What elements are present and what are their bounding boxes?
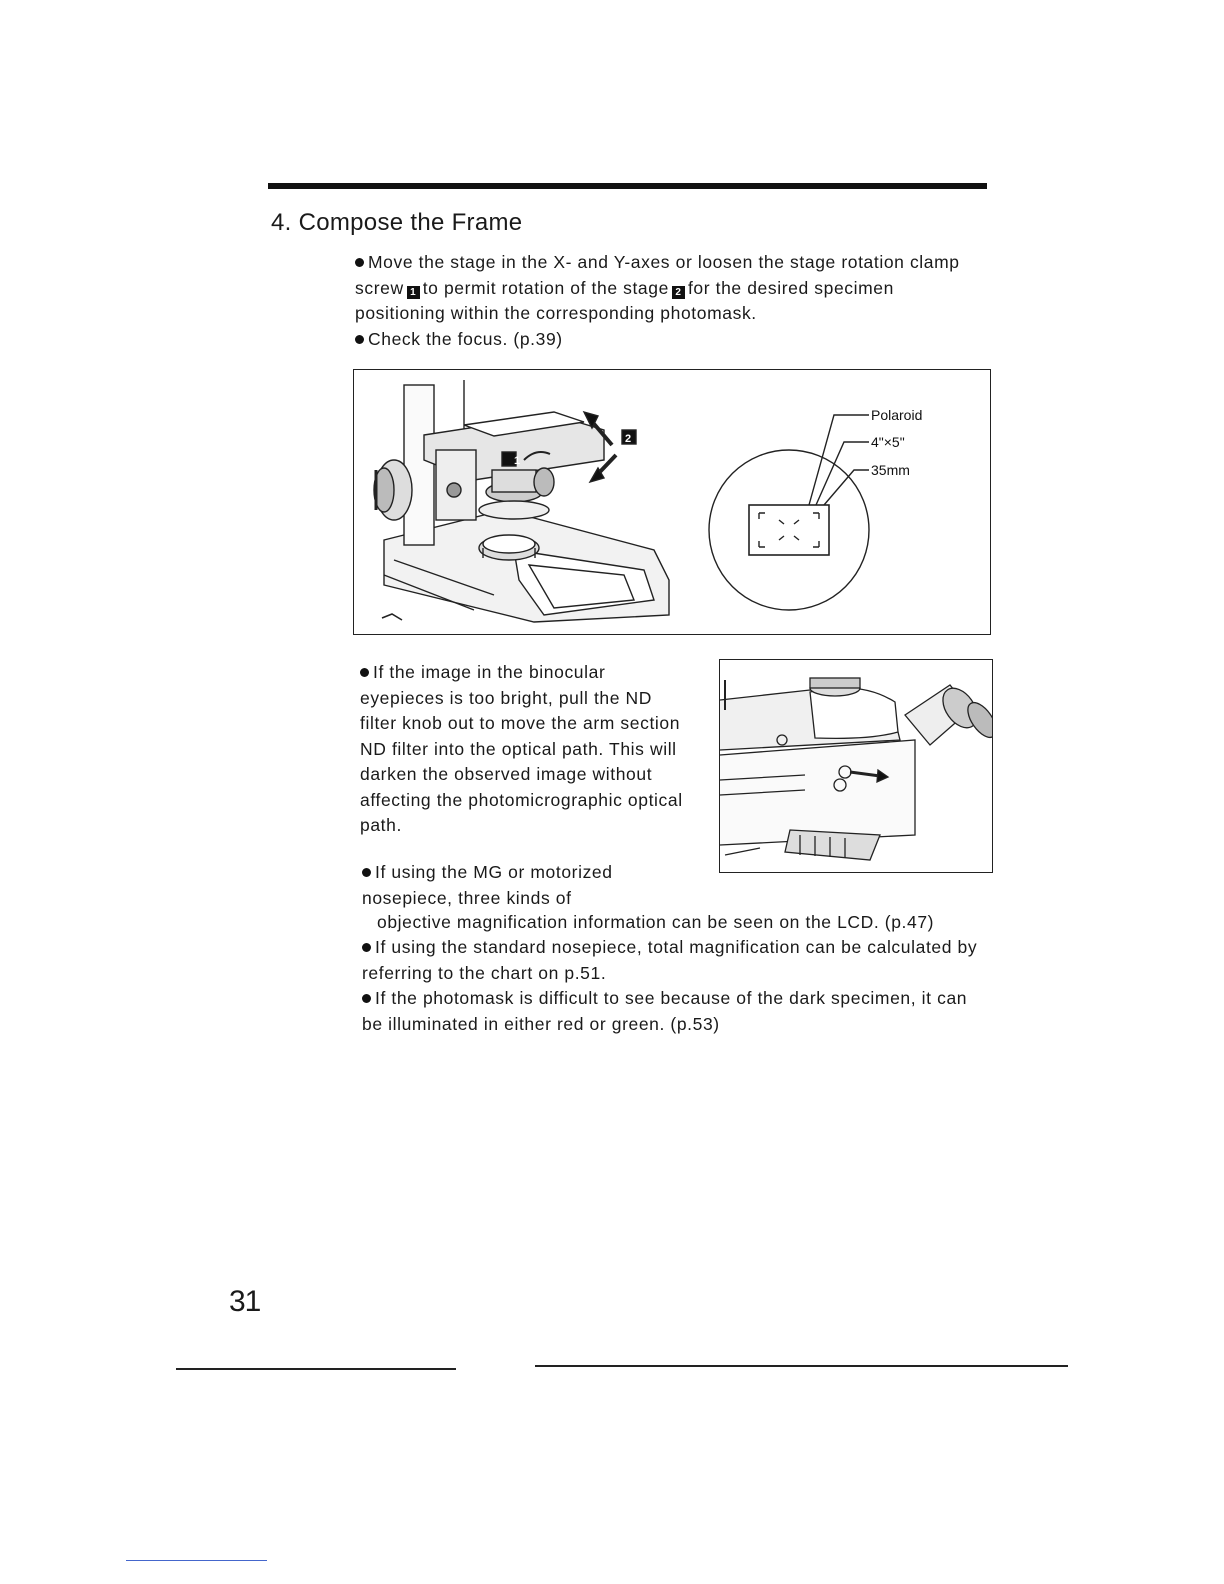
bullet-icon	[355, 335, 364, 344]
marker-1-icon: 1	[407, 286, 420, 299]
bullet-icon	[360, 668, 369, 677]
callout-4x5: 4"×5"	[871, 434, 905, 450]
top-rule	[268, 183, 987, 189]
page-number: 31	[229, 1285, 261, 1318]
lower-bullet-3: If using the standard nosepiece, total magnification can be calculated by referring to the chart on p.51.	[362, 937, 978, 983]
nd-filter-illustration	[720, 660, 992, 872]
bullet-icon	[362, 943, 371, 952]
figure-stage-photomask	[353, 369, 991, 635]
bullet-icon	[362, 868, 371, 877]
bottom-rule-left	[176, 1368, 456, 1370]
callout-35mm: 35mm	[871, 462, 910, 478]
bottom-rule-right	[535, 1365, 1068, 1367]
bullet-icon	[362, 994, 371, 1003]
corner-line	[126, 1560, 267, 1561]
fig1-marker-2: 2	[625, 433, 632, 445]
fig1-marker-1: 1	[514, 455, 521, 467]
lower-bullet-4: If the photomask is difficult to see because of the dark specimen, it can be illuminated in either red or green. (p.53)	[362, 988, 968, 1034]
intro-bullet-1: Move the stage in the X- and Y-axes or loosen the stage rotation clamp screw 1 to permit rotation of the stage 2 for the desired specimen positioning within the corresponding photomask.	[355, 252, 960, 323]
lower-bullet-2-text: If using the MG or motorized nosepiece, three kinds of	[362, 862, 613, 908]
callout-polaroid: Polaroid	[871, 407, 923, 423]
section-heading: 4. Compose the Frame	[271, 209, 523, 236]
marker-2-icon: 2	[672, 286, 685, 299]
figure-nd-filter-knob	[719, 659, 993, 873]
intro-bullet-2: Check the focus. (p.39)	[355, 327, 965, 353]
bullet-icon	[355, 258, 364, 267]
lower-bullet-1: If the image in the binocular eyepieces is too bright, pull the ND filter knob out to move the arm section ND filter into the optical path. This will darken the observed image without affecting the photomicrographic optical path.	[360, 662, 683, 835]
lower-bullet-2-continued: objective magnification information can be seen on the LCD. (p.47)	[377, 912, 935, 932]
stage-illustration	[354, 370, 990, 634]
lower-bullet-2-start	[362, 860, 692, 911]
